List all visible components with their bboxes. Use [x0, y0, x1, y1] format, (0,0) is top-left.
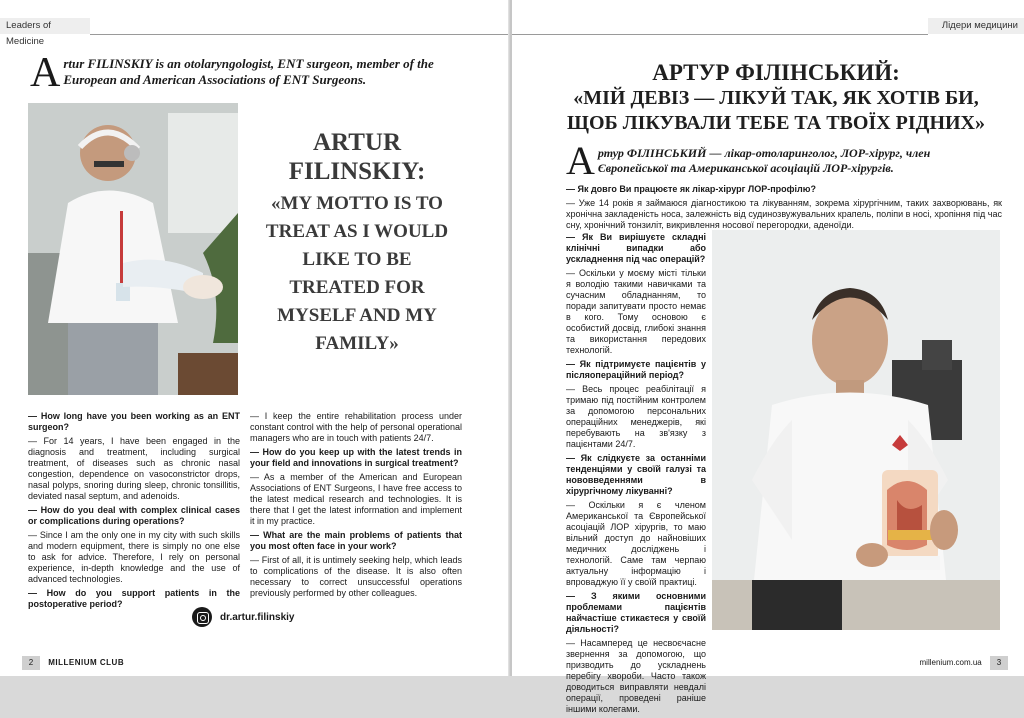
doctor-portrait-illustration: [712, 230, 1000, 630]
question-ua: — Як довго Ви працюєте як лікар-хірург ЛОР-профілю?: [566, 184, 816, 194]
header-rule-left: [90, 34, 510, 35]
left-page: [0, 0, 510, 676]
headline-ua: [560, 60, 992, 136]
headline-motto-en: «MY MOTTO IS TO TREAT AS I WOULD LIKE TO BE TREATED FOR MYSELF AND MY FAMILY»: [265, 193, 449, 354]
question-en: — How do you deal with complex clinical cases or complications during operations?: [28, 505, 240, 526]
lead-text-ua: ртур ФІЛІНСЬКИЙ — лікар-отоларинголог, ЛОР-хірург, член Європейської та Американської асоціацій ЛОР-хірургів.: [597, 146, 931, 175]
answer-ua: — Весь процес реабілітації я тримаю під постійним контролем за допомогою персональних операційних менеджерів, які перебувають на зв'язку з пацієнтами 24/7.: [566, 384, 706, 449]
footer-right: [920, 656, 1008, 670]
section-tag-right: Лідери медицини: [928, 18, 1024, 34]
question-ua: — Як підтримуєте пацієнтів у післяопераційний період?: [566, 359, 706, 380]
doctor-portrait-photo: [712, 230, 1000, 630]
headline-name-en: ARTUR FILINSKIY:: [288, 129, 426, 185]
interview-column-en-1: [28, 411, 240, 613]
interview-top-ua: [566, 184, 1002, 234]
answer-en: — As a member of the American and European Associations of ENT Surgeons, I have free access to the latest medical research and technologies. It is there that I get the latest information and implement it in my practice.: [250, 472, 462, 526]
page-number-right: 3: [990, 656, 1008, 670]
footer-left: [22, 656, 124, 670]
dropcap-ua: А: [566, 138, 595, 183]
answer-ua: — Уже 14 років я займаюся діагностикою та лікуванням, зокрема хірургічним, таких захворювань, як хронічна закладеність носа, залежність від судинозвужувальних крапель, поліпи в носі, хропіння під час сну, хронічний тонзиліт, викривлення носової перегородки, аденоїди.: [566, 198, 1002, 230]
headline-name-ua: АРТУР ФІЛІНСЬКИЙ:: [652, 60, 900, 85]
answer-ua: — Насамперед це несвоєчасне звернення за допомогою, що призводить до ускладнень перебігу хвороби. Часто також доводиться виправляти невдалі операції, проведені раніше іншими колегами.: [566, 638, 706, 714]
doctor-examining-illustration: [28, 103, 238, 395]
instagram-handle: dr.artur.filinskiy: [220, 611, 295, 623]
question-en: — How do you support patients in the postoperative period?: [28, 588, 240, 609]
interview-column-en-2: [250, 411, 462, 602]
magazine-brand: MILLENIUM CLUB: [48, 658, 125, 667]
instagram-link[interactable]: [192, 607, 294, 627]
website-url: millenium.com.ua: [919, 658, 982, 667]
section-tag-left: Leaders of Medicine: [0, 18, 90, 34]
answer-en: — I keep the entire rehabilitation process under constant control with the help of personal operational managers who are in touch with patients 24/7.: [250, 411, 462, 443]
page-number-left: 2: [22, 656, 40, 670]
question-en: — How long have you been working as an ENT surgeon?: [28, 411, 240, 432]
dropcap-en: A: [30, 50, 61, 96]
answer-ua: — Оскільки я є членом Американської та Європейської асоціацій ЛОР хірургів, то маю вільний доступ до найновіших медичних досліджень і технологій. Саме там черпаю актуальну інформацію і впроваджую її у своїй практиці.: [566, 500, 706, 587]
headline-motto-ua: «МІЙ ДЕВІЗ — ЛІКУЙ ТАК, ЯК ХОТІВ БИ, ЩОБ ЛІКУВАЛИ ТЕБЕ ТА ТВОЇХ РІДНИХ»: [567, 87, 985, 134]
answer-ua: — Оскільки у моєму місті тільки я володію такими навичками та сучасним обладнанням, то поради запитувати просто немає в кого. Тому основою є особистий досвід, глибокі знання та використання передових технологій.: [566, 268, 706, 355]
answer-en: — For 14 years, I have been engaged in the diagnosis and treatment, including surgical treatment, of diseases such as chronic nasal congestion, dependence on vasoconstrictor drops, nasal polyps, snoring during sleep, chronic tonsillitis, deviated nasal septum, and adenoids.: [28, 436, 240, 501]
question-ua: — З якими основними проблемами пацієнтів найчастіше стикаєтеся у своїй діяльності?: [566, 591, 706, 634]
lead-paragraph-en: [30, 50, 470, 96]
question-en: — How do you keep up with the latest trends in your field and innovations in surgical treatment?: [250, 447, 462, 468]
question-ua: — Як слідкуєте за останніми тенденціями у своїй галузі та нововведеннями в хірургічному лікуванні?: [566, 453, 706, 496]
headline-en: [262, 128, 452, 358]
answer-en: — First of all, it is untimely seeking help, which leads to complications of the disease. It is also often necessary to correct unsuccessful operations previously performed by other colleagues.: [250, 555, 462, 598]
question-ua: — Як Ви вирішуєте складні клінічні випадки або ускладнення під час операцій?: [566, 232, 706, 264]
answer-en: — Since I am the only one in my city with such skills and modern equipment, there is simply no one else to ask for advice. Therefore, I rely on personal experience, in-depth knowledge and the use of advanced technologies.: [28, 530, 240, 584]
interview-column-ua: [566, 232, 706, 718]
lead-text-en: rtur FILINSKIY is an otolaryngologist, ENT surgeon, member of the European and American Associations of ENT Surgeons.: [63, 56, 434, 87]
header-rule-right: [512, 34, 928, 35]
instagram-icon: [192, 607, 212, 627]
doctor-examining-photo: [28, 103, 238, 395]
lead-paragraph-ua: [566, 138, 1002, 183]
question-en: — What are the main problems of patients that you most often face in your work?: [250, 530, 462, 551]
